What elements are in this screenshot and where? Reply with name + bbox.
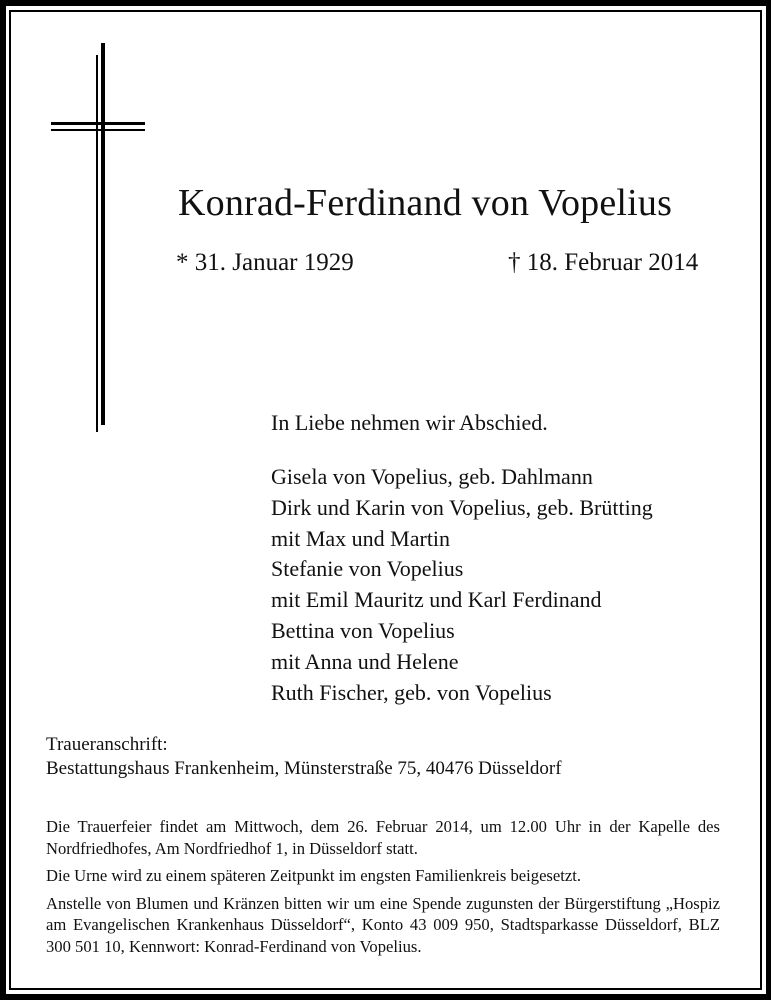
family-list xyxy=(271,462,653,708)
donation-note: Anstelle von Blumen und Kränzen bitten wir um eine Spende zugunsten der Bürgerstiftung „Hospiz am Evangelischen Krankenhaus Düsseldorf“, Konto 43 009 950, Stadtsparkasse Düsseldorf, BLZ 300 501 10, Kennwort: Konrad-Ferdinand von Vopelius. xyxy=(46,893,720,956)
family-member: Gisela von Vopelius, geb. Dahlmann xyxy=(271,464,593,489)
birth-date: * 31. Januar 1929 xyxy=(176,249,354,276)
family-member: Dirk und Karin von Vopelius, geb. Brütting xyxy=(271,494,653,520)
urn-burial-note: Die Urne wird zu einem späteren Zeitpunkt im engsten Familienkreis beigesetzt. xyxy=(46,866,581,885)
cross-vertical-thin-line xyxy=(96,55,98,432)
ceremony-notes xyxy=(46,816,720,957)
family-member: mit Anna und Helene xyxy=(271,648,459,674)
cross-vertical-thick-line xyxy=(101,43,105,425)
family-member: Ruth Fischer, geb. von Vopelius xyxy=(271,679,552,705)
mourning-address xyxy=(46,733,562,781)
death-date: † 18. Februar 2014 xyxy=(508,249,699,276)
family-member: Bettina von Vopelius xyxy=(271,617,455,643)
address-value: Bestattungshaus Frankenheim, Münsterstraße 75, 40476 Düsseldorf xyxy=(46,758,562,779)
deceased-name: Konrad-Ferdinand von Vopelius xyxy=(178,182,673,224)
farewell-line: In Liebe nehmen wir Abschied. xyxy=(271,410,548,435)
family-member: mit Emil Mauritz und Karl Ferdinand xyxy=(271,587,602,613)
family-member: mit Max und Martin xyxy=(271,525,451,551)
cross-horizontal-thick-line xyxy=(51,122,145,125)
address-label: Traueranschrift: xyxy=(46,734,168,755)
cross-horizontal-thin-line xyxy=(51,129,145,131)
funeral-service-note: Die Trauerfeier findet am Mittwoch, dem 26. Februar 2014, um 12.00 Uhr in der Kapelle des Nordfriedhofes, Am Nordfriedhof 1, in Düsseldorf statt. xyxy=(46,817,720,858)
family-member: Stefanie von Vopelius xyxy=(271,556,464,582)
